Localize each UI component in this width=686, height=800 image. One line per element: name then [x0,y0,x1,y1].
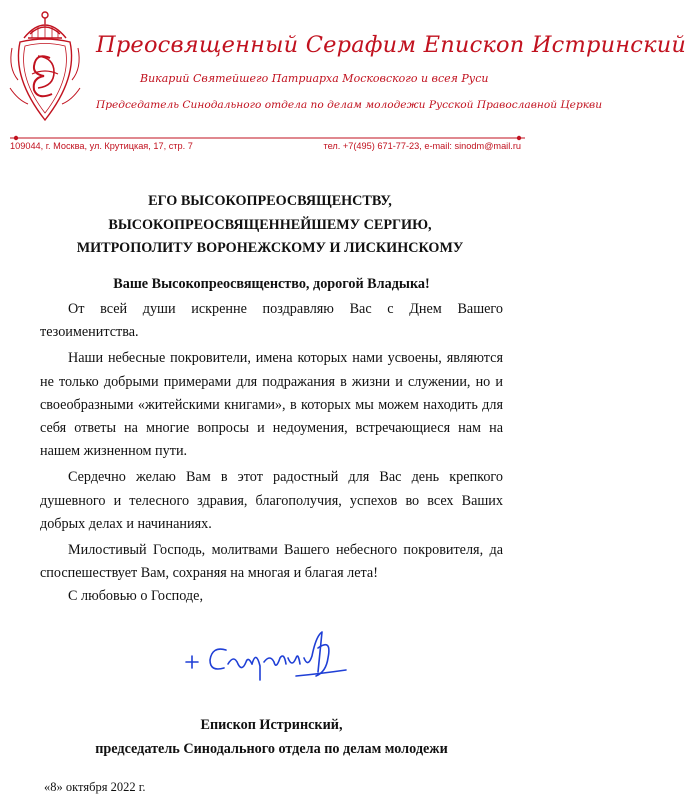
letterhead-address: 109044, г. Москва, ул. Крутицкая, 17, стр. 7 [10,141,193,151]
letterhead-contacts: тел. +7(495) 671-77-23, e-mail: sinodm@mail.ru [323,141,521,151]
letter-date: «8» октября 2022 г. [44,780,146,794]
body-paragraph: От всей души искренне поздравляю Вас с Днем Вашего тезоименитства. [40,301,503,341]
body-paragraph: Милостивый Господь, молитвами Вашего небесного покровителя, да споспешествует Вам, сохраняя на многая и благая лета! [40,542,503,582]
closing-phrase: С любовью о Господе, [68,588,203,604]
letter-body [40,298,503,588]
handwritten-signature [178,628,358,688]
addressee-line: МИТРОПОЛИТУ ВОРОНЕЖСКОМУ И ЛИСКИНСКОМУ [76,240,464,256]
letterhead-title-line1: Викарий Святейшего Патриарха Московского и всея Руси [140,72,489,85]
signer-block [40,714,503,761]
letterhead-title-line2: Председатель Синодального отдела по делам молодежи Русской Православной Церкви [96,99,603,111]
addressee-line: ВЫСОКОПРЕОСВЯЩЕННЕЙШЕМУ СЕРГИЮ, [108,216,432,233]
letterhead [0,0,686,160]
letterhead-name: Преосвященный Серафим Епископ Истринский [96,32,686,58]
signer-line: председатель Синодального отдела по делам молодежи [95,740,448,757]
salutation: Ваше Высокопреосвященство, дорогой Владыка! [113,276,430,292]
body-paragraph: Сердечно желаю Вам в этот радостный для Вас день крепкого душевного и телесного здравия, благополучия, успехов во всех Ваших добрых делах и начинаниях. [40,469,503,532]
body-paragraph: Наши небесные покровители, имена которых нами усвоены, являются не только добрыми примерами для подражания в жизни и служении, но и своеобразными «житейскими книгами», в которых мы можем находить для себя ответы на многие вопросы и недоумения, встречающиеся нам на нашем жизненном пути. [40,350,503,460]
signer-line: Епископ Истринский, [200,717,343,733]
monogram-emblem-icon [8,8,82,126]
addressee-block [40,190,500,261]
addressee-line: ЕГО ВЫСОКОПРЕОСВЯЩЕНСТВУ, [148,193,392,209]
